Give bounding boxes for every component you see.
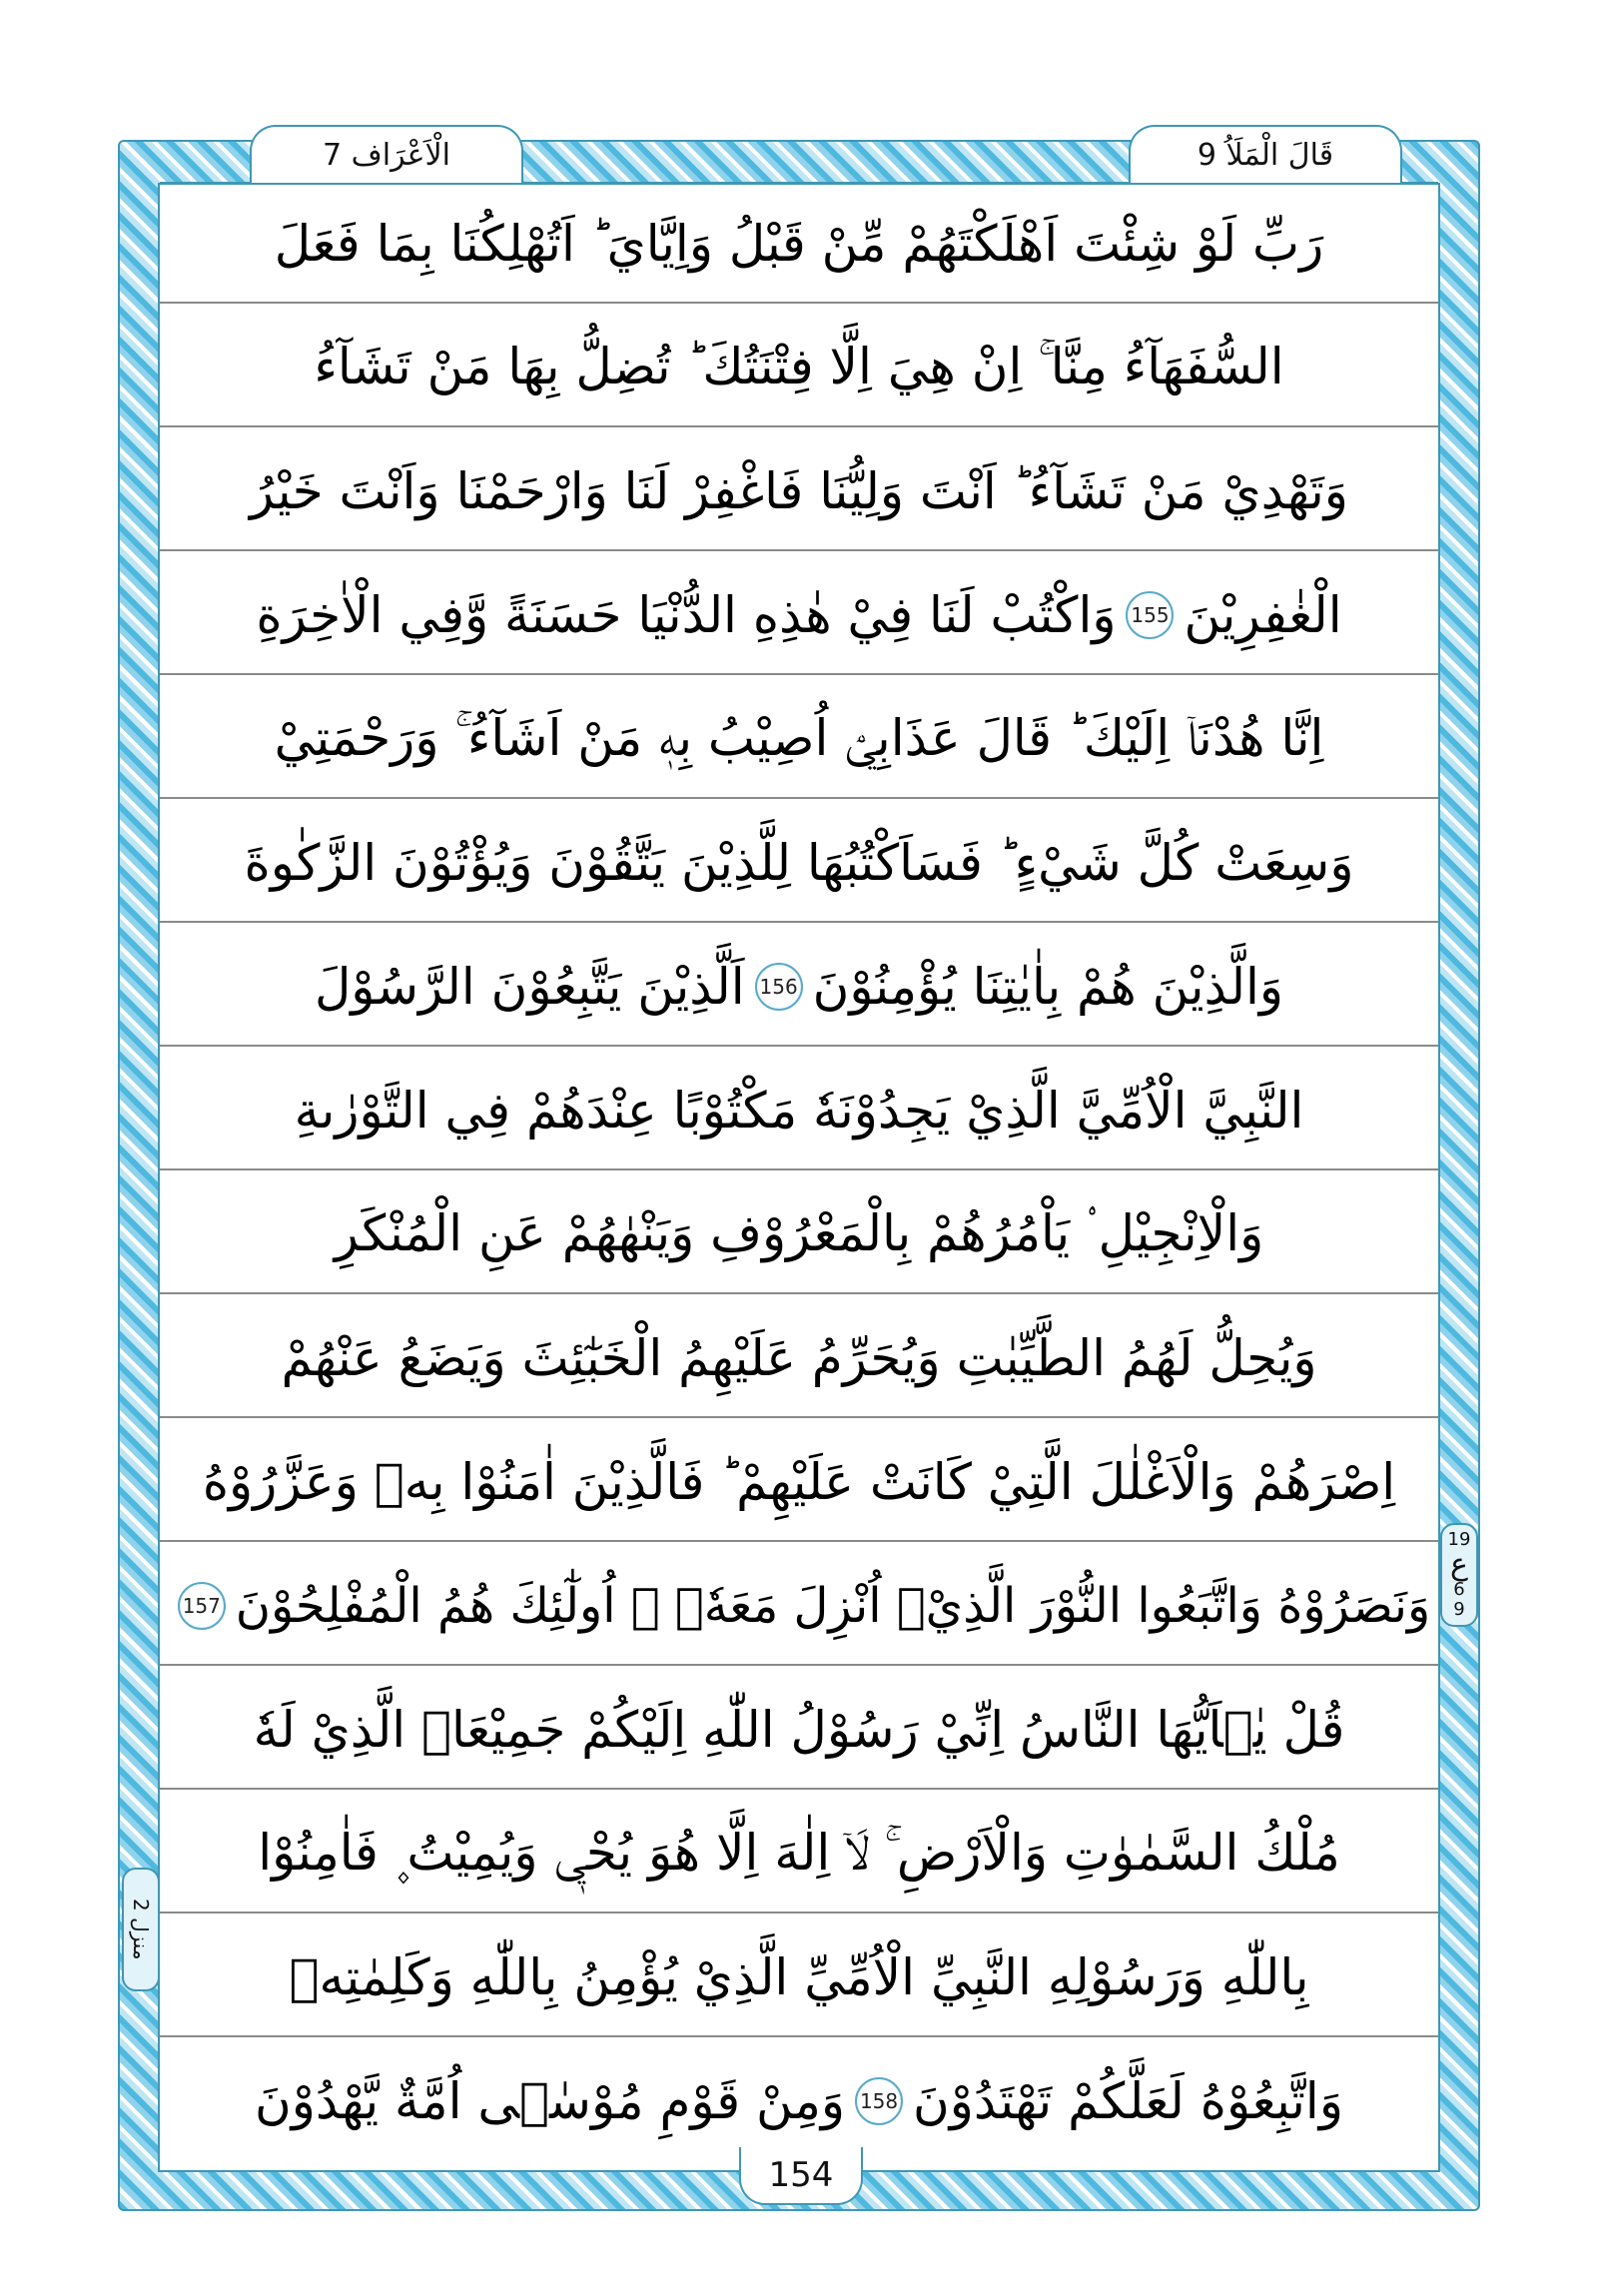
text-line: وَالْاِنْجِيْلِ ۟ يَاْمُرُهُمْ بِالْمَعْرُوْفِ وَيَنْهٰهُمْ عَنِ الْمُنْكَرِ <box>160 1175 1438 1294</box>
ayah-marker: 157 <box>178 1582 226 1630</box>
text-line: الْغٰفِرِيْنَ 155 وَاكْتُبْ لَنَا فِيْ هٰذِهِ الدُّنْيَا حَسَنَةً وَّفِي الْاٰخِرَةِ <box>160 556 1438 675</box>
text-line: رَبِّ لَوْ شِئْتَ اَهْلَكْتَهُمْ مِّنْ قَبْلُ وَاِيَّايَ ؕ اَتُهْلِكُنَا بِمَا فَعَلَ <box>160 185 1438 304</box>
page-number-cartouche <box>739 2147 863 2205</box>
ayah-marker: 155 <box>1126 591 1174 639</box>
text-line: السُّفَهَآءُ مِنَّا ۚ اِنْ هِيَ اِلَّا فِتْنَتُكَ ؕ تُضِلُّ بِهَا مَنْ تَشَآءُ <box>160 309 1438 427</box>
text-line: وَيُحِلُّ لَهُمُ الطَّيِّبٰتِ وَيُحَرِّمُ عَلَيْهِمُ الْخَبٰٓئِثَ وَيَضَعُ عَنْهُمْ <box>160 1299 1438 1418</box>
page-number: 154 <box>768 2155 834 2195</box>
manzil-label: منزل 2 <box>129 1899 153 1960</box>
text-line: قُلْ يٰۤاَيُّهَا النَّاسُ اِنِّيْ رَسُوْلُ اللّٰهِ اِلَيْكُمْ جَمِيْعَاۨ الَّذِيْ لَهٗ <box>160 1671 1438 1790</box>
text-line: وَالَّذِيْنَ هُمْ بِاٰيٰتِنَا يُؤْمِنُوْنَ 156 اَلَّذِيْنَ يَتَّبِعُوْنَ الرَّسُوْلَ <box>160 928 1438 1047</box>
text-line: النَّبِيَّ الْاُمِّيَّ الَّذِيْ يَجِدُوْنَهٗ مَكْتُوْبًا عِنْدَهُمْ فِي التَّوْرٰىةِ <box>160 1052 1438 1170</box>
text-line: اِنَّا هُدْنَاۤ اِلَيْكَ ؕ قَالَ عَذَابِيْۤ اُصِيْبُ بِهٖ مَنْ اَشَآءُ ۚ وَرَحْمَتِيْ <box>160 680 1438 799</box>
ruku-top-number: 19 <box>1447 1529 1471 1551</box>
ayah-marker: 158 <box>855 2077 903 2125</box>
text-line: وَنَصَرُوْهُ وَاتَّبَعُوا النُّوْرَ الَّذِيْۤ اُنْزِلَ مَعَهٗۤ ۙ اُولٰٓئِكَ هُمُ الْمُفْلِحُوْنَ 157 <box>160 1547 1438 1666</box>
text-line: وَسِعَتْ كُلَّ شَيْءٍ ؕ فَسَاَكْتُبُهَا لِلَّذِيْنَ يَتَّقُوْنَ وَيُؤْتُوْنَ الزَّكٰوةَ <box>160 804 1438 923</box>
text-line: بِاللّٰهِ وَرَسُوْلِهِ النَّبِيِّ الْاُمِّيِّ الَّذِيْ يُؤْمِنُ بِاللّٰهِ وَكَلِمٰتِهٖ <box>160 1918 1438 2037</box>
surah-name-cartouche <box>250 125 523 183</box>
quran-text-area <box>158 183 1440 2172</box>
ruku-middle-number: 6 <box>1453 1579 1465 1601</box>
ayah-marker: 156 <box>755 963 803 1011</box>
text-line: اِصْرَهُمْ وَالْاَغْلٰلَ الَّتِيْ كَانَتْ عَلَيْهِمْ ؕ فَالَّذِيْنَ اٰمَنُوْا بِهٖ وَعَزَّرُوْهُ <box>160 1423 1438 1542</box>
ruku-symbol: ع <box>1450 1547 1468 1583</box>
ruku-bottom-number: 9 <box>1453 1598 1465 1620</box>
text-line: وَاتَّبِعُوْهُ لَعَلَّكُمْ تَهْتَدُوْنَ 158 وَمِنْ قَوْمِ مُوْسٰۤى اُمَّةٌ يَّهْدُوْنَ <box>255 2071 1343 2130</box>
juz-name: قَالَ الْمَلَاُ 9 <box>1197 137 1334 173</box>
ruku-marker <box>1440 1523 1478 1627</box>
text-line: وَتَهْدِيْ مَنْ تَشَآءُ ؕ اَنْتَ وَلِيُّنَا فَاغْفِرْ لَنَا وَارْحَمْنَا وَاَنْتَ خَيْرُ <box>160 432 1438 551</box>
text-line: مُلْكُ السَّمٰوٰتِ وَالْاَرْضِ ۚ لَاۤ اِلٰهَ اِلَّا هُوَ يُحْيٖ وَيُمِيْتُ ۪ فَاٰمِنُوْا <box>160 1795 1438 1913</box>
juz-name-cartouche <box>1129 125 1402 183</box>
manzil-marker <box>122 1868 160 1991</box>
surah-name: الْاَعْرَاف 7 <box>323 137 450 173</box>
